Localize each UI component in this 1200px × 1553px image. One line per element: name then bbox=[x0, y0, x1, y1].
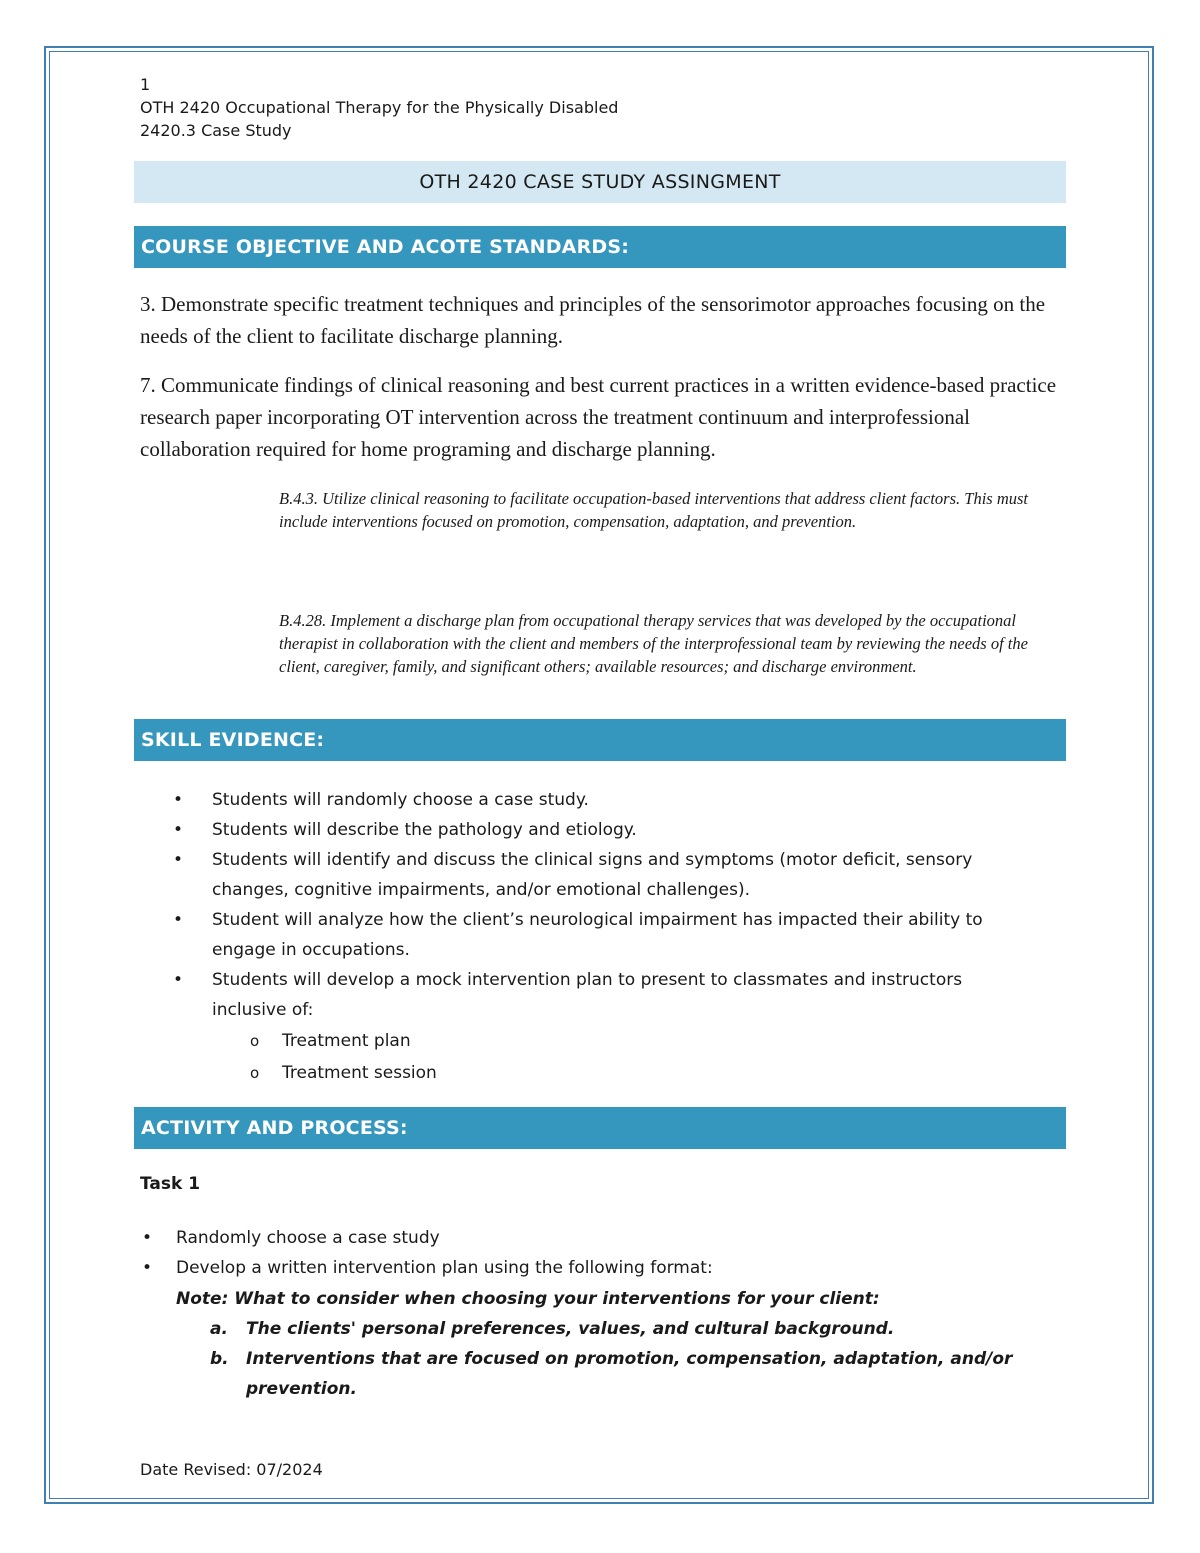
course-title: OTH 2420 Occupational Therapy for the Physically Disabled bbox=[140, 98, 619, 117]
task-title: Task 1 bbox=[140, 1174, 201, 1194]
document-title-bar bbox=[134, 161, 1066, 203]
sub-list-item: o Treatment session bbox=[212, 1057, 1040, 1089]
sub-list-item: o Treatment plan bbox=[212, 1025, 1040, 1057]
list-item: • Develop a written intervention plan using the following format: bbox=[140, 1253, 1040, 1283]
page-header bbox=[140, 73, 618, 142]
list-item: • Student will analyze how the client’s neurological impairment has impacted their ability to engage in occupations. bbox=[140, 905, 1040, 965]
section-heading-activity: ACTIVITY AND PROCESS: bbox=[134, 1107, 1066, 1149]
considerations-note bbox=[176, 1284, 1056, 1404]
considerations-list bbox=[176, 1314, 1056, 1404]
sub-list bbox=[212, 1025, 1040, 1089]
skill-evidence-list bbox=[140, 785, 1040, 1089]
module-title: 2420.3 Case Study bbox=[140, 121, 292, 140]
task-list bbox=[140, 1223, 1040, 1283]
standard-b-4-28: B.4.28. Implement a discharge plan from occupational therapy services that was developed by the occupational therapist in collaboration with the client and members of the interprofessional team by reviewing the needs of the client, caregiver, family, and significant others; available resources; and discharge environment. bbox=[279, 611, 1028, 676]
list-item: b. Interventions that are focused on promotion, compensation, adaptation, and/or prevention. bbox=[210, 1349, 1013, 1399]
objective-7: 7. Communicate findings of clinical reasoning and best current practices in a written evidence-based practice research paper incorporating OT intervention across the treatment continuum and interprofessional collaboration required for home programing and discharge planning. bbox=[140, 373, 1057, 461]
list-item: • Students will develop a mock intervention plan to present to classmates and instructors inclusive of: o Treatment plan o Treatment session bbox=[140, 965, 1040, 1089]
note-text: Note: What to consider when choosing your interventions for your client: bbox=[176, 1289, 880, 1309]
list-item: • Students will randomly choose a case study. bbox=[140, 785, 1040, 815]
list-item: • Students will describe the pathology and etiology. bbox=[140, 815, 1040, 845]
page-number: 1 bbox=[140, 75, 151, 94]
document-title: OTH 2420 CASE STUDY ASSINGMENT bbox=[419, 171, 781, 193]
objective-3: 3. Demonstrate specific treatment techniques and principles of the sensorimotor approaches focusing on the needs of the client to facilitate discharge planning. bbox=[140, 292, 1046, 348]
section-heading-objectives: COURSE OBJECTIVE AND ACOTE STANDARDS: bbox=[134, 226, 1066, 268]
standard-b-4-3: B.4.3. Utilize clinical reasoning to facilitate occupation-based interventions that address client factors. This must include interventions focused on promotion, compensation, adaptation, and prevention. bbox=[279, 489, 1028, 531]
section-heading-skill-evidence: SKILL EVIDENCE: bbox=[134, 719, 1066, 761]
list-item: • Randomly choose a case study bbox=[140, 1223, 1040, 1253]
list-item: a. The clients' personal preferences, values, and cultural background. bbox=[210, 1319, 895, 1339]
list-item: • Students will identify and discuss the clinical signs and symptoms (motor deficit, sensory changes, cognitive impairments, and/or emotional challenges). bbox=[140, 845, 1040, 905]
date-revised: Date Revised: 07/2024 bbox=[140, 1460, 323, 1479]
